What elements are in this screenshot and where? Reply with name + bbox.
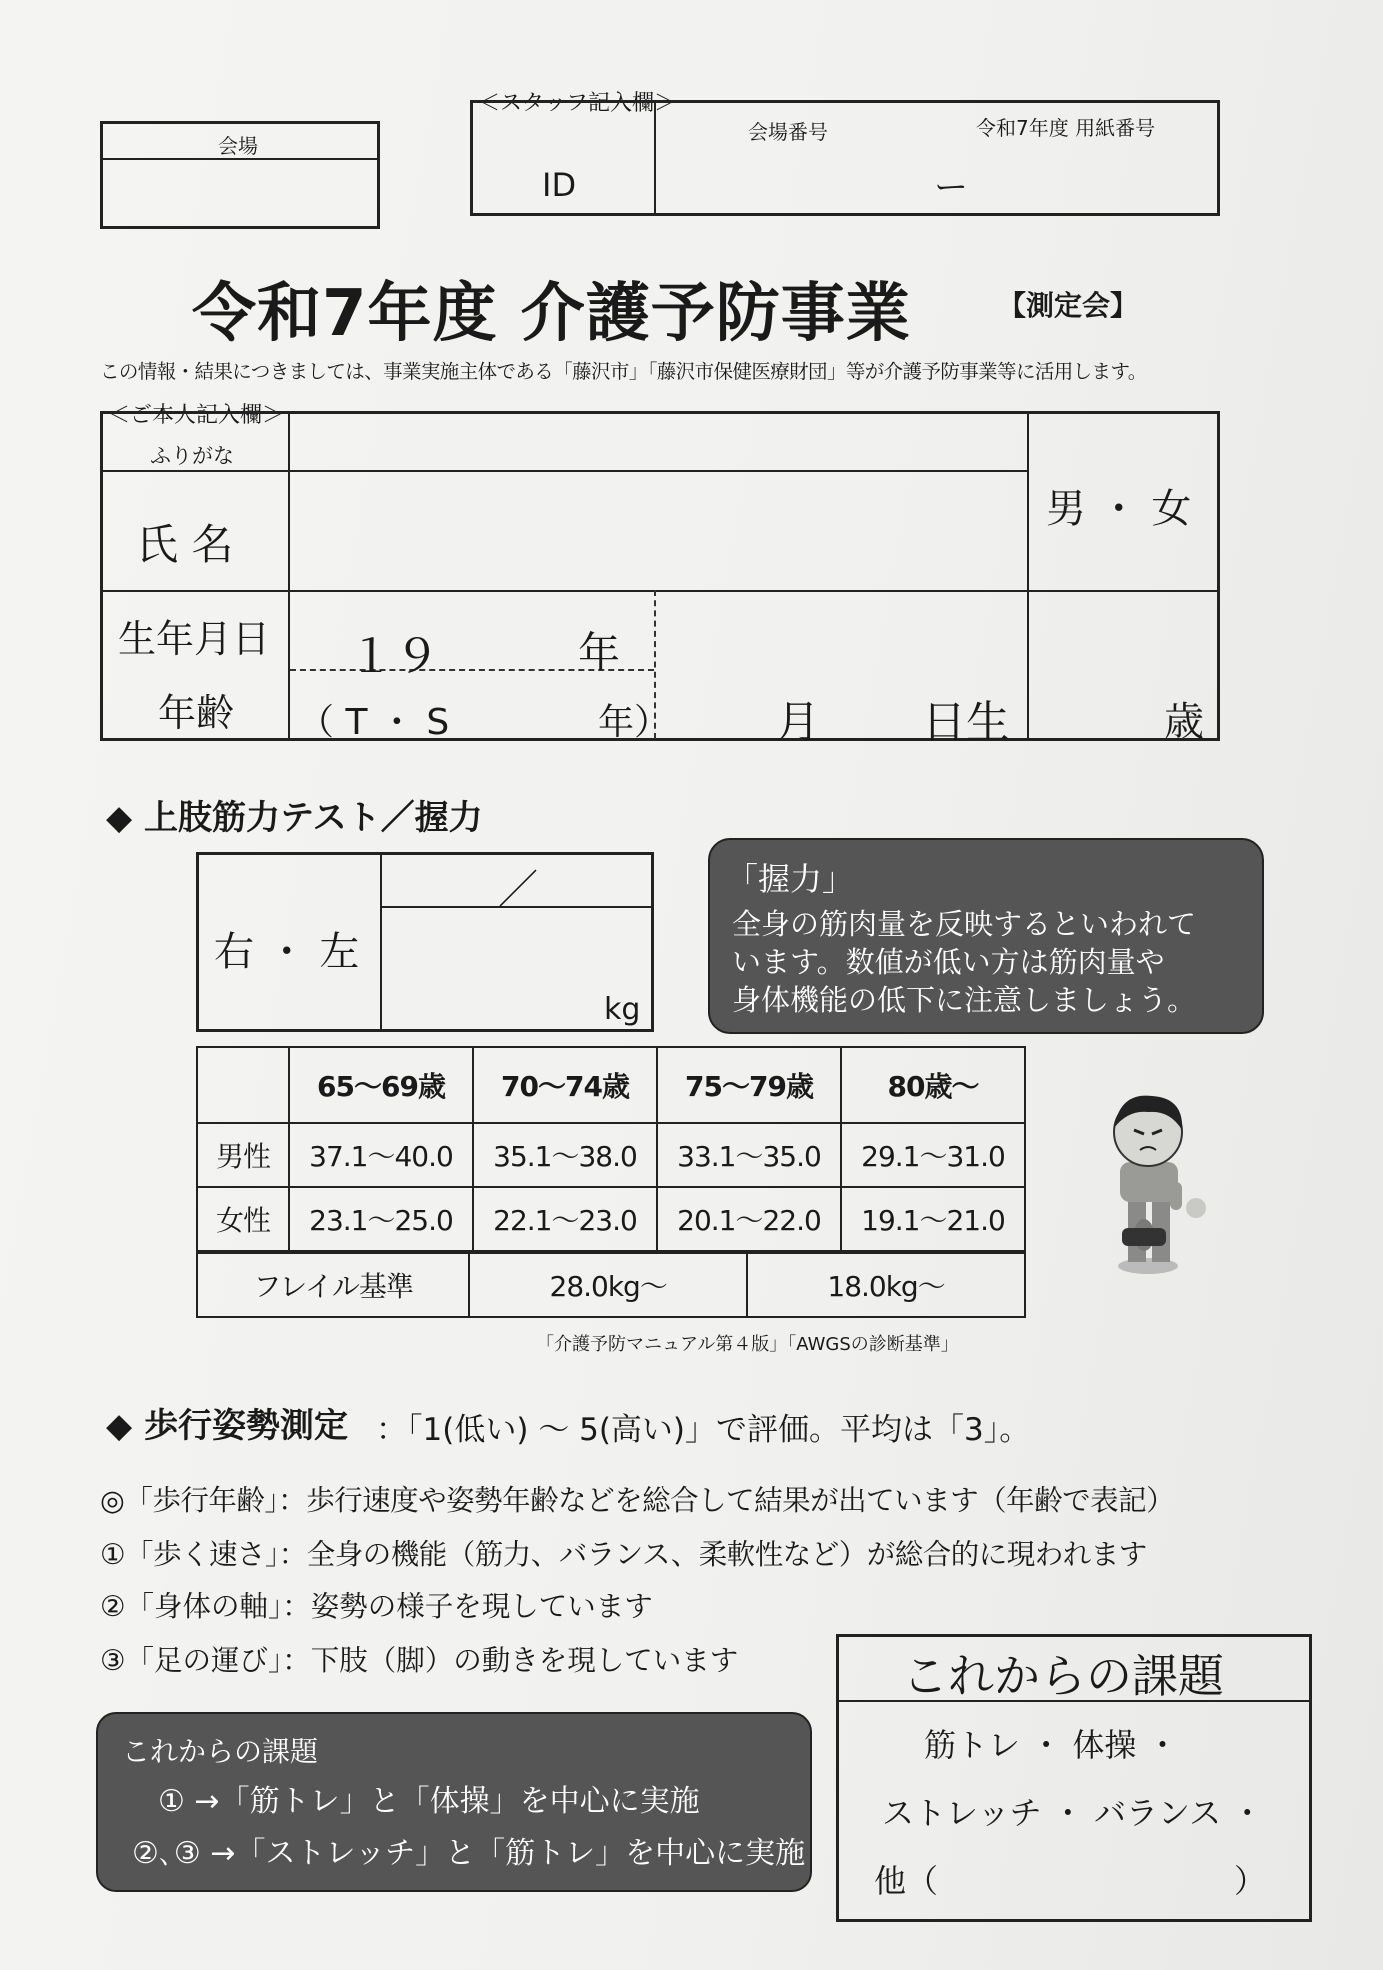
age-label: 年齢 — [158, 691, 235, 735]
table-header: 70〜74歳 — [473, 1047, 657, 1123]
row-label-female: 女性 — [197, 1187, 289, 1251]
table-cell: 33.1〜35.0 — [657, 1123, 841, 1187]
table-row — [197, 1187, 1025, 1251]
birth-year-prefix: １９ — [348, 629, 440, 683]
name-label: 氏 名 — [136, 520, 234, 569]
age-unit: 歳 — [1164, 699, 1204, 745]
table-cell: 22.1〜23.0 — [473, 1187, 657, 1251]
id-dash: ー — [934, 168, 968, 208]
gender-selector[interactable]: 男 ・ 女 — [1046, 486, 1192, 532]
staff-section-label: ＜スタッフ記入欄＞ — [478, 91, 677, 116]
page-title: 令和7年度 介護予防事業 — [192, 277, 911, 351]
future-tasks-line[interactable]: ストレッチ ・ バランス ・ — [882, 1794, 1264, 1832]
notice-text: この情報・結果につきましては、事業実施主体である「藤沢市」「藤沢市保健医療財団」等が介護予防事業等に活用します。 — [100, 360, 1147, 383]
era-options[interactable]: （ T ・ S — [298, 702, 450, 743]
row-label-male: 男性 — [197, 1123, 289, 1187]
future-tasks-other-close: ） — [1234, 1862, 1267, 1900]
walk-item: ◎「歩行年齢」：歩行速度や姿勢年齢などを総合して結果が出ています（年齢で表記） — [100, 1484, 1175, 1517]
table-cell: 23.1〜25.0 — [289, 1187, 473, 1251]
table-corner — [197, 1047, 289, 1123]
walk-item: ③「足の運び」：下肢（脚）の動きを現しています — [100, 1644, 739, 1677]
table-cell: 37.1〜40.0 — [289, 1123, 473, 1187]
venue-number-label: 会場番号 — [748, 120, 828, 144]
table-row — [197, 1123, 1025, 1187]
grip-slash: ／ — [498, 867, 538, 913]
walk-heading: ◆ 歩行姿勢測定 — [106, 1406, 348, 1446]
personal-section-label: ＜ご本人記入欄＞ — [108, 403, 285, 428]
tasks-box-line: ②､③ →「ストレッチ」と「筋トレ」を中心に実施 — [132, 1836, 806, 1871]
form-number-label: 令和7年度 用紙番号 — [976, 116, 1156, 140]
table-header: 75〜79歳 — [657, 1047, 841, 1123]
future-tasks-line[interactable]: 筋トレ ・ 体操 ・ — [924, 1726, 1179, 1764]
venue-label: 会場 — [218, 134, 258, 158]
id-label: ID — [542, 166, 577, 204]
grip-norm-table — [196, 1046, 1026, 1252]
page-subtitle: 【測定会】 — [998, 289, 1139, 322]
grip-side-selector[interactable]: 右 ・ 左 — [214, 929, 360, 975]
year-unit: 年 — [578, 628, 621, 677]
table-header: 80歳〜 — [841, 1047, 1025, 1123]
personal-form — [100, 411, 1220, 741]
table-cell: 20.1〜22.0 — [657, 1187, 841, 1251]
walk-heading-note: ：「1(低い) 〜 5(高い)」で評価。平均は「3」。 — [376, 1412, 1031, 1448]
person-illustration — [1100, 1090, 1240, 1300]
grip-info-line: 身体機能の低下に注意しましょう。 — [732, 983, 1197, 1017]
grip-info-title: 「握力」 — [726, 860, 855, 898]
table-cell: 29.1〜31.0 — [841, 1123, 1025, 1187]
grip-unit: kg — [604, 992, 641, 1027]
frailty-male: 28.0kg〜 — [469, 1253, 747, 1317]
table-source: 「介護予防マニュアル第４版」「AWGSの診断基準」 — [536, 1334, 959, 1355]
table-cell: 35.1〜38.0 — [473, 1123, 657, 1187]
frailty-label: フレイル基準 — [197, 1253, 469, 1317]
birthdate-label: 生年月日 — [118, 617, 271, 661]
frailty-female: 18.0kg〜 — [747, 1253, 1025, 1317]
table-header: 65〜69歳 — [289, 1047, 473, 1123]
grip-info-line: います。数値が低い方は筋肉量や — [732, 945, 1165, 979]
grip-info-box — [708, 838, 1264, 1034]
frailty-table — [196, 1252, 1026, 1318]
tasks-box-title: これからの課題 — [122, 1735, 319, 1768]
tasks-box — [96, 1712, 812, 1892]
era-year-unit: 年） — [598, 702, 671, 743]
future-tasks-other[interactable]: 他（ — [874, 1862, 939, 1900]
day-unit: 日生 — [922, 697, 1010, 748]
grip-heading: ◆ 上肢筋力テスト／握力 — [106, 798, 483, 838]
month-unit: 月 — [776, 697, 820, 748]
furigana-label: ふりがな — [150, 444, 234, 468]
walk-item: ②「身体の軸」：姿勢の様子を現しています — [100, 1590, 653, 1623]
future-tasks-title: これからの課題 — [902, 1649, 1224, 1703]
walk-item: ①「歩く速さ」：全身の機能（筋力、バランス、柔軟性など）が総合的に現われます — [100, 1538, 1147, 1571]
grip-info-line: 全身の筋肉量を反映するといわれて — [732, 907, 1197, 941]
table-cell: 19.1〜21.0 — [841, 1187, 1025, 1251]
tasks-box-line: ① →「筋トレ」と「体操」を中心に実施 — [158, 1784, 700, 1819]
